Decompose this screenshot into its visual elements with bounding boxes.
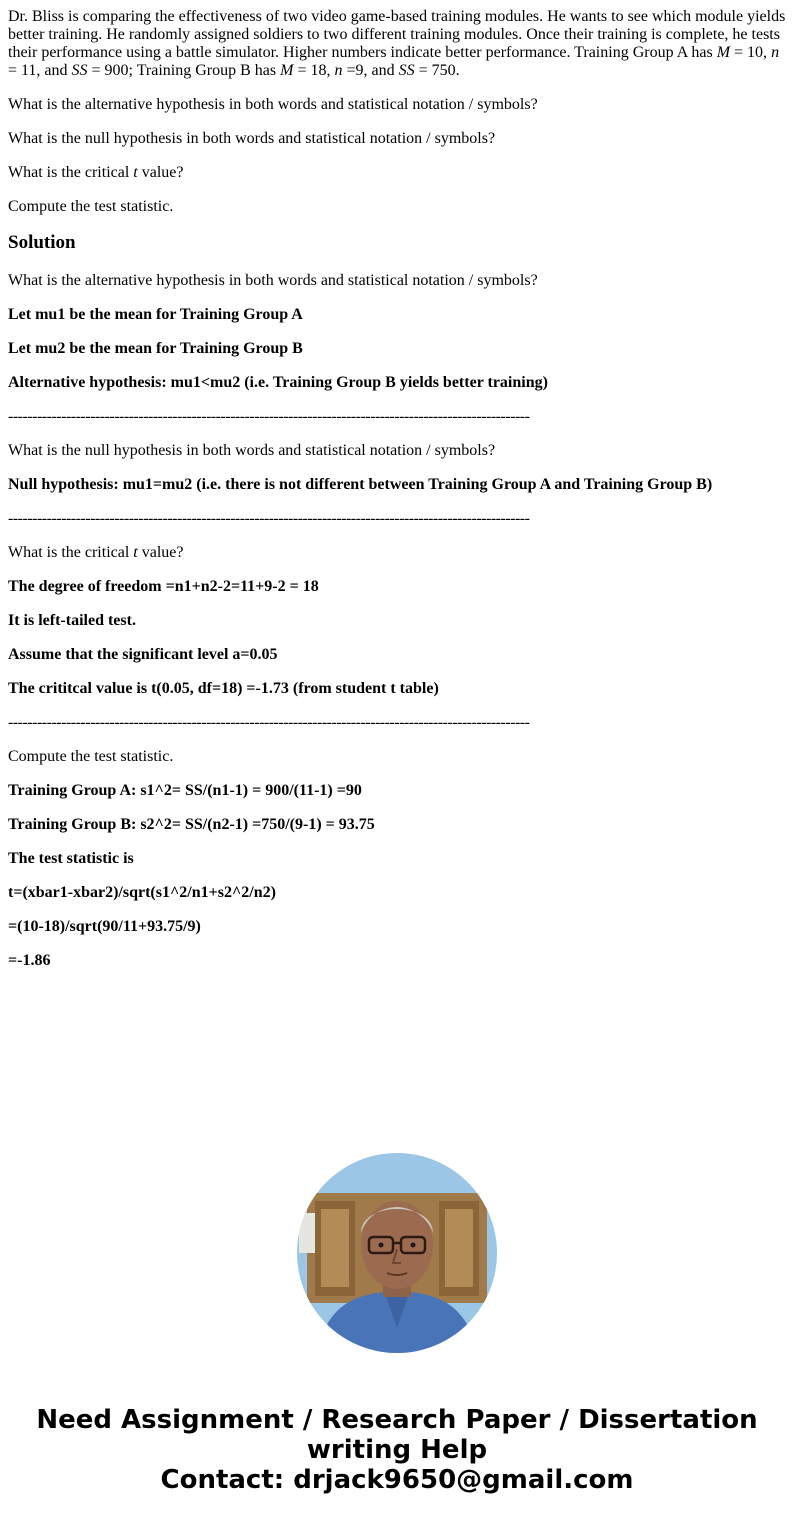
answer-line: The degree of freedom =n1+n2-2=11+9-2 = 18: [8, 578, 319, 595]
answer-line: Let mu2 be the mean for Training Group B: [8, 340, 303, 357]
answer-line: =-1.86: [8, 952, 51, 969]
answer-line: Training Group B: s2^2= SS/(n2-1) =750/(9-1) = 93.75: [8, 816, 375, 833]
answer-line: Null hypothesis: mu1=mu2 (i.e. there is not different between Training Group A and Training Group B): [8, 476, 713, 493]
statement-text: = 11, and: [8, 62, 72, 79]
statement-text: = 900; Training Group B has: [87, 62, 281, 79]
answer-line: Let mu1 be the mean for Training Group A: [8, 306, 303, 323]
question-null-hypothesis: What is the null hypothesis in both words and statistical notation / symbols?: [8, 130, 496, 147]
answer-line: Alternative hypothesis: mu1<mu2 (i.e. Training Group B yields better training): [8, 374, 548, 391]
variable-symbol: n: [334, 62, 343, 79]
question-critical-value-var: t: [133, 164, 138, 181]
statement-text: = 18,: [293, 62, 335, 79]
question-critical-value-post: value?: [137, 164, 184, 181]
variable-symbol: M: [716, 44, 731, 61]
answer-line: The crititcal value is t(0.05, df=18) =-1.73 (from student t table): [8, 680, 439, 697]
question-alternative-hypothesis: What is the alternative hypothesis in both words and statistical notation / symbols?: [8, 96, 538, 113]
author-photo: [297, 1153, 497, 1353]
promo-line-1: Need Assignment / Research Paper / Dissertation: [36, 1405, 758, 1435]
question-test-statistic: Compute the test statistic.: [8, 198, 174, 215]
answer-line: The test statistic is: [8, 850, 134, 867]
statement-text: =9, and: [342, 62, 399, 79]
question-critical-value: [8, 164, 786, 182]
divider: ------------------------------------------------------------------------------------------------------------: [8, 408, 530, 425]
solution-heading: Solution: [8, 232, 76, 253]
divider: ------------------------------------------------------------------------------------------------------------: [8, 510, 530, 527]
statement-text: = 10,: [730, 44, 772, 61]
promo-footer: [0, 1405, 794, 1495]
answer-line: t=(xbar1-xbar2)/sqrt(s1^2/n1+s2^2/n2): [8, 884, 276, 901]
solution-q3-post: value?: [137, 544, 184, 561]
statement-text: = 750.: [414, 62, 460, 79]
divider: ------------------------------------------------------------------------------------------------------------: [8, 714, 530, 731]
question-critical-value-pre: What is the critical: [8, 164, 134, 181]
solution-q1: What is the alternative hypothesis in both words and statistical notation / symbols?: [8, 272, 538, 289]
solution-q3: [8, 544, 786, 562]
problem-statement: [8, 8, 786, 80]
statement-text: Dr. Bliss is comparing the effectiveness of two video game-based training modules. He wants to see which module yields better training. He randomly assigned soldiers to two different training modules. Once their training is complete, he tests their performance using a battle simulator. Higher numbers indicate better performance. Training Group A has: [8, 8, 786, 61]
promo-line-2: writing Help: [306, 1435, 488, 1465]
answer-line: Training Group A: s1^2= SS/(n1-1) = 900/(11-1) =90: [8, 782, 362, 799]
answer-line: =(10-18)/sqrt(90/11+93.75/9): [8, 918, 201, 935]
answer-line: Assume that the significant level a=0.05: [8, 646, 278, 663]
answer-line: It is left-tailed test.: [8, 612, 136, 629]
solution-q4: Compute the test statistic.: [8, 748, 174, 765]
author-photo-image: [297, 1153, 497, 1353]
variable-symbol: M: [280, 62, 294, 79]
solution-q3-var: t: [133, 544, 138, 561]
promo-contact: Contact: drjack9650@gmail.com: [160, 1465, 634, 1495]
variable-symbol: SS: [398, 62, 415, 79]
solution-q2: What is the null hypothesis in both words and statistical notation / symbols?: [8, 442, 496, 459]
solution-q3-pre: What is the critical: [8, 544, 134, 561]
variable-symbol: SS: [71, 62, 88, 79]
variable-symbol: n: [771, 44, 780, 61]
